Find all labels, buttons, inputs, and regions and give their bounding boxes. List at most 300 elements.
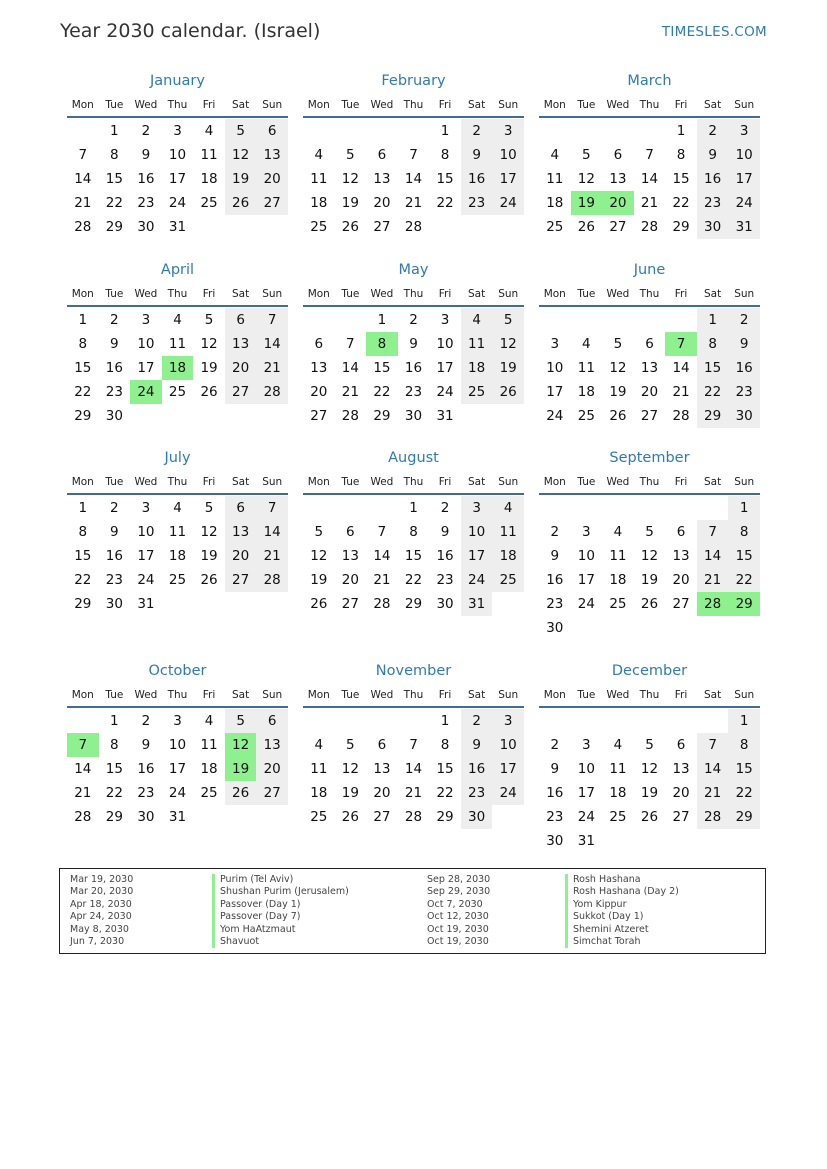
weekday-label: Mon [543,99,566,111]
weekday-label: Wed [606,689,630,701]
weekday-label: Sun [262,99,283,111]
month-name: February [381,73,446,89]
day-cell: 14 [640,171,659,187]
day-cell: 11 [310,171,328,187]
weekday-label: Tue [105,288,124,300]
day-cell: 13 [341,548,359,564]
weekday-label: Thu [639,288,660,300]
day-cell: 28 [341,408,359,424]
day-cell: 30 [137,219,155,235]
holiday-day: 12 [225,733,257,757]
weekday-header [67,689,288,707]
day-cell: 31 [137,596,155,612]
day-cell: 30 [404,408,423,424]
weekday-label: Sat [232,288,250,300]
day-cell: 6 [645,336,654,352]
day-cell: 15 [697,356,729,380]
weekday-label: Sun [498,288,519,300]
day-cell: 4 [204,713,214,729]
weekday-label: Sat [704,476,722,488]
day-cell: 29 [105,809,123,825]
legend-holiday-name: Rosh Hashana [565,874,679,886]
day-cell: 2 [728,308,760,332]
day-cell: 25 [310,219,328,235]
legend-date: Jun 7, 2030 [70,935,125,947]
month-october [67,663,288,853]
day-cell: 9 [728,332,760,356]
holiday-day: 8 [366,332,398,356]
holiday-day: 19 [571,191,603,215]
day-cell: 31 [728,215,760,239]
day-cell: 2 [141,713,151,729]
legend-holiday-name: Purim (Tel Aviv) [212,874,349,886]
day-cell: 22 [74,572,92,588]
day-cell: 11 [609,761,627,777]
weekday-label: Thu [167,689,188,701]
weekday-label: Tue [341,99,360,111]
day-cell: 21 [256,544,288,568]
month-june [539,262,760,452]
day-cell: 27 [310,408,328,424]
day-cell: 6 [314,336,324,352]
legend-holiday-name: Passover (Day 1) [212,899,349,911]
day-cell: 13 [373,171,391,187]
day-cell: 30 [728,404,760,428]
day-cell: 9 [141,737,151,753]
holiday-day: 18 [162,356,194,380]
day-cell: 23 [461,781,493,805]
day-cell: 30 [546,620,564,636]
day-cell: 28 [373,596,391,612]
day-cell: 25 [546,219,564,235]
day-cell: 19 [341,195,359,211]
day-cell: 3 [141,500,151,516]
day-cell: 20 [640,384,659,400]
day-cell: 29 [373,408,391,424]
day-cell: 19 [200,548,218,564]
day-cell: 1 [728,496,760,520]
weekday-label: Wed [370,99,394,111]
day-cell: 28 [74,219,92,235]
header-rule [303,116,524,118]
day-cell: 9 [550,548,560,564]
day-cell: 1 [110,713,119,729]
day-cell: 15 [672,171,690,187]
day-cell: 24 [577,596,595,612]
day-cell: 6 [225,496,257,520]
day-cell: 12 [492,332,524,356]
holiday-day: 29 [728,592,760,616]
legend-left-dates [70,874,133,948]
month-november [303,663,524,853]
month-name: March [627,73,672,89]
day-cell: 4 [461,308,493,332]
day-cell: 26 [225,781,257,805]
day-cell: 27 [256,781,288,805]
legend-date: Apr 24, 2030 [70,911,132,923]
header-rule [539,493,760,495]
legend-date: Apr 18, 2030 [70,898,132,910]
weekday-label: Sun [734,288,755,300]
day-cell: 27 [609,219,627,235]
day-cell: 2 [461,119,493,143]
day-cell: 18 [310,785,328,801]
day-cell: 30 [105,596,123,612]
day-cell: 21 [404,195,423,211]
day-cell: 30 [137,809,155,825]
day-cell: 17 [577,572,595,588]
weekday-label: Sat [704,99,722,111]
day-cell: 25 [609,596,627,612]
legend-holiday-name: Shemini Atzeret [565,924,679,936]
month-name: January [150,73,205,89]
weekday-label: Wed [134,689,158,701]
day-cell: 24 [492,781,524,805]
day-cell: 10 [577,548,595,564]
day-cell: 5 [346,147,355,163]
day-cell: 5 [492,308,524,332]
weekday-label: Sat [704,288,722,300]
weekday-label: Mon [543,476,566,488]
day-cell: 6 [377,147,387,163]
weekday-label: Wed [606,476,630,488]
weekday-label: Tue [577,689,596,701]
day-cell: 11 [577,360,595,376]
weekday-label: Tue [577,476,596,488]
day-cell: 12 [640,548,659,564]
day-cell: 2 [110,500,119,516]
weekday-label: Wed [370,689,394,701]
day-cell: 26 [577,219,595,235]
day-cell: 18 [168,548,187,564]
weekday-label: Sun [498,476,519,488]
day-cell: 16 [105,548,123,564]
day-cell: 17 [168,761,187,777]
day-cell: 9 [141,147,151,163]
day-cell: 7 [346,336,355,352]
header-rule [303,706,524,708]
day-cell: 19 [640,572,659,588]
day-cell: 22 [105,785,123,801]
day-cell: 26 [225,191,257,215]
day-cell: 9 [697,143,729,167]
day-cell: 25 [609,809,627,825]
legend-holiday-name: Shushan Purim (Jerusalem) [212,886,349,898]
day-cell: 7 [78,147,88,163]
legend-date: Mar 19, 2030 [70,874,134,885]
day-cell: 3 [173,123,182,139]
day-cell: 18 [609,785,627,801]
weekday-label: Fri [202,689,216,701]
day-cell: 27 [225,568,257,592]
day-cell: 25 [200,785,218,801]
holiday-day: 20 [602,191,634,215]
page-title: Year 2030 calendar. (Israel) [60,20,321,42]
weekday-label: Mon [307,288,330,300]
day-cell: 9 [461,143,493,167]
day-cell: 12 [200,336,218,352]
holiday-day: 28 [697,592,729,616]
day-cell: 23 [697,191,729,215]
legend-holiday-name: Yom HaAtzmaut [212,924,349,936]
weekday-label: Thu [403,476,424,488]
day-cell: 15 [74,360,92,376]
weekday-label: Fri [674,689,688,701]
weekday-label: Wed [606,99,630,111]
weekday-label: Thu [403,99,424,111]
day-cell: 1 [440,123,450,139]
day-cell: 3 [728,119,760,143]
day-cell: 4 [582,336,591,352]
day-cell: 6 [346,524,355,540]
day-cell: 10 [461,520,493,544]
day-cell: 11 [310,761,328,777]
day-cell: 4 [492,496,524,520]
day-cell: 11 [168,524,187,540]
day-cell: 26 [200,384,218,400]
weekday-label: Fri [674,476,688,488]
day-cell: 14 [256,332,288,356]
day-cell: 17 [461,544,493,568]
legend-holiday-name: Sukkot (Day 1) [565,911,679,923]
day-cell: 12 [200,524,218,540]
day-cell: 12 [609,360,627,376]
weekday-label: Tue [105,689,124,701]
day-cell: 15 [105,761,123,777]
day-cell: 24 [728,191,760,215]
weekday-header [303,99,524,117]
day-cell: 29 [436,809,454,825]
day-cell: 29 [105,219,123,235]
header-rule [303,493,524,495]
day-cell: 28 [697,805,729,829]
month-august [303,450,524,640]
day-cell: 12 [341,761,359,777]
day-cell: 23 [404,384,423,400]
day-cell: 9 [440,524,450,540]
day-cell: 20 [341,572,359,588]
day-cell: 29 [404,596,423,612]
day-cell: 8 [676,147,686,163]
day-cell: 2 [550,737,560,753]
day-cell: 7 [377,524,387,540]
header-rule [67,493,288,495]
day-cell: 16 [137,171,155,187]
weekday-header [67,288,288,306]
day-cell: 1 [377,312,387,328]
day-cell: 5 [645,737,654,753]
header-rule [539,116,760,118]
day-cell: 28 [256,568,288,592]
day-cell: 16 [105,360,123,376]
day-cell: 13 [256,733,288,757]
day-cell: 22 [697,380,729,404]
day-cell: 2 [409,312,418,328]
weekday-label: Thu [167,99,188,111]
day-cell: 29 [697,404,729,428]
weekday-label: Tue [341,476,360,488]
day-cell: 5 [204,500,214,516]
day-cell: 20 [310,384,328,400]
weekday-header [539,689,760,707]
day-cell: 5 [314,524,324,540]
header-rule [539,706,760,708]
day-cell: 9 [461,733,493,757]
day-cell: 18 [577,384,595,400]
legend-date: Mar 20, 2030 [70,886,134,898]
day-cell: 29 [672,219,690,235]
day-cell: 9 [110,524,119,540]
day-cell: 10 [168,737,187,753]
day-cell: 8 [728,733,760,757]
day-cell: 12 [341,171,359,187]
day-cell: 5 [582,147,591,163]
weekday-header [67,99,288,117]
day-cell: 30 [105,408,123,424]
day-cell: 14 [672,360,690,376]
weekday-label: Mon [71,476,94,488]
day-cell: 6 [676,524,686,540]
day-cell: 17 [168,171,187,187]
day-cell: 11 [168,336,187,352]
day-cell: 22 [436,785,454,801]
weekday-label: Sat [232,476,250,488]
day-cell: 21 [697,781,729,805]
day-cell: 13 [640,360,659,376]
day-cell: 16 [137,761,155,777]
month-name: December [611,663,688,679]
weekday-header [303,689,524,707]
day-cell: 2 [110,312,119,328]
legend-holiday-name: Passover (Day 7) [212,911,349,923]
day-cell: 6 [225,308,257,332]
brand-link[interactable]: TIMESLES.COM [661,24,767,40]
day-cell: 1 [409,500,418,516]
weekday-label: Sat [468,689,486,701]
day-cell: 14 [373,548,391,564]
holiday-day: 7 [67,733,99,757]
weekday-header [539,99,760,117]
holiday-legend [59,868,766,954]
day-cell: 21 [74,785,92,801]
day-cell: 7 [645,147,654,163]
weekday-label: Thu [167,288,188,300]
day-cell: 11 [609,548,627,564]
month-name: April [160,262,195,278]
day-cell: 21 [404,785,423,801]
day-cell: 20 [256,167,288,191]
day-cell: 13 [672,548,690,564]
day-cell: 15 [74,548,92,564]
day-cell: 30 [436,596,454,612]
day-cell: 9 [550,761,560,777]
day-cell: 15 [373,360,391,376]
day-cell: 19 [225,167,257,191]
day-cell: 7 [409,147,418,163]
day-cell: 8 [440,737,450,753]
day-cell: 13 [225,332,257,356]
day-cell: 31 [436,408,454,424]
day-cell: 3 [492,119,524,143]
day-cell: 4 [204,123,214,139]
day-cell: 11 [492,520,524,544]
weekday-label: Wed [370,476,394,488]
month-february [303,73,524,263]
weekday-label: Mon [543,288,566,300]
day-cell: 3 [141,312,151,328]
day-cell: 27 [256,191,288,215]
day-cell: 20 [225,544,257,568]
weekday-label: Wed [134,476,158,488]
day-cell: 14 [404,761,423,777]
day-cell: 5 [225,709,257,733]
day-cell: 10 [492,733,524,757]
day-cell: 25 [310,809,328,825]
day-cell: 16 [436,548,454,564]
day-cell: 2 [440,500,450,516]
day-cell: 18 [461,356,493,380]
day-cell: 28 [672,408,690,424]
month-may [303,262,524,452]
day-cell: 23 [436,572,454,588]
day-cell: 20 [373,195,391,211]
day-cell: 31 [168,809,187,825]
weekday-label: Fri [202,476,216,488]
day-cell: 4 [314,147,324,163]
day-cell: 22 [404,572,423,588]
month-december [539,663,760,853]
day-cell: 5 [225,119,257,143]
day-cell: 2 [550,524,560,540]
legend-date: Sep 28, 2030 [427,874,491,885]
weekday-label: Sun [262,689,283,701]
day-cell: 28 [404,219,423,235]
day-cell: 29 [74,596,92,612]
day-cell: 25 [461,380,493,404]
day-cell: 4 [314,737,324,753]
day-cell: 25 [168,572,187,588]
weekday-label: Sun [262,476,283,488]
legend-date: May 8, 2030 [70,923,129,935]
day-cell: 24 [168,195,187,211]
day-cell: 16 [546,785,564,801]
day-cell: 13 [225,520,257,544]
holiday-day: 19 [225,757,257,781]
day-cell: 20 [256,757,288,781]
weekday-label: Tue [577,288,596,300]
day-cell: 23 [105,384,123,400]
weekday-header [539,288,760,306]
day-cell: 23 [137,195,155,211]
day-cell: 14 [74,171,92,187]
day-cell: 27 [225,380,257,404]
day-cell: 18 [609,572,627,588]
day-cell: 14 [341,360,359,376]
day-cell: 17 [137,548,155,564]
day-cell: 11 [200,147,218,163]
weekday-label: Mon [543,689,566,701]
weekday-label: Sat [468,476,486,488]
legend-date: Sep 29, 2030 [427,886,491,898]
day-cell: 4 [550,147,560,163]
day-cell: 8 [728,520,760,544]
weekday-label: Sat [704,689,722,701]
day-cell: 19 [200,360,218,376]
day-cell: 17 [577,785,595,801]
weekday-label: Fri [438,288,452,300]
weekday-header [303,476,524,494]
day-cell: 28 [404,809,423,825]
